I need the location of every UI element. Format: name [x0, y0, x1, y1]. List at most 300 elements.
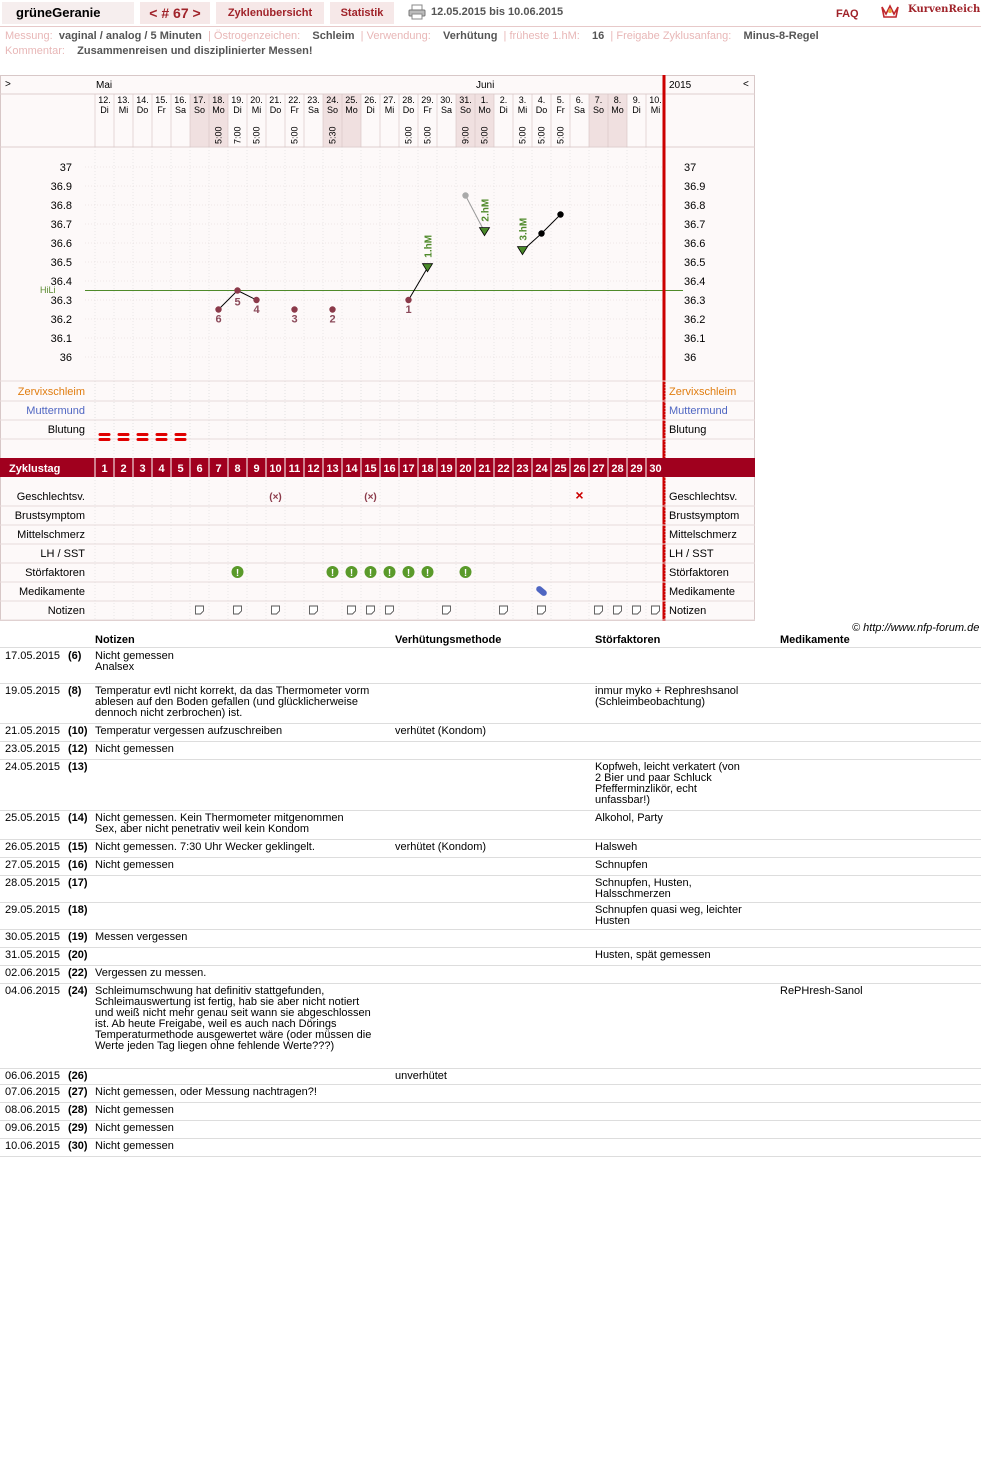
cycle-navigator[interactable]: < # 67 > [140, 2, 210, 24]
weekday-label: Do [535, 105, 548, 115]
weekday-label: So [326, 105, 339, 115]
row-disturbance: Halsweh [595, 841, 638, 853]
row-label-gv: Geschlechtsv. [16, 491, 85, 503]
weekday-label: Sa [440, 105, 453, 115]
high-measure-label: 3.hM [518, 217, 530, 241]
low-temp-point [291, 306, 297, 312]
table-row [0, 684, 981, 724]
weekday-label: Do [402, 105, 415, 115]
cycle-day-number: 25 [554, 463, 567, 475]
verwendung-label: Verwendung: [366, 30, 431, 42]
month-label-mai: Mai [96, 80, 113, 91]
table-row [0, 760, 981, 811]
cycle-overview-link[interactable]: Zyklenübersicht [216, 2, 324, 24]
y-tick-left: 36.4 [50, 276, 72, 288]
row-label-zervix: Zervixschleim [17, 386, 85, 398]
row-cycle-day: (26) [68, 1070, 88, 1082]
row-date: 07.06.2015 [5, 1086, 61, 1098]
header-medi: Medikamente [780, 634, 850, 646]
row-date: 29.05.2015 [5, 904, 61, 916]
y-tick-left: 37 [59, 162, 72, 174]
row-note: Nicht gemessen, oder Messung nachtragen?! [95, 1086, 317, 1098]
high-measure-label: 2.hM [480, 198, 492, 222]
date-label: 23. [307, 95, 320, 105]
row-cycle-day: (17) [68, 877, 88, 889]
weekday-label: Mo [611, 105, 624, 115]
weekday-label: Mi [650, 105, 661, 115]
y-tick-left: 36.7 [50, 219, 72, 231]
low-count-label: 1 [405, 304, 412, 316]
low-temp-point [405, 297, 411, 303]
temp-point [538, 230, 544, 236]
note-icon [538, 606, 546, 614]
table-row [0, 811, 981, 840]
coverline-label: HiLi [40, 285, 56, 295]
cycle-day-number: 23 [516, 463, 529, 475]
disturbance-icon-glyph: ! [425, 568, 430, 579]
date-label: 26. [364, 95, 377, 105]
cycle-day-number: 7 [215, 463, 222, 475]
top-navigation [0, 0, 981, 27]
row-cycle-day: (18) [68, 904, 88, 916]
header-stoer: Störfaktoren [595, 634, 661, 646]
y-tick-right: 36.6 [684, 238, 706, 250]
y-tick-right: 36.2 [684, 314, 706, 326]
row-date: 31.05.2015 [5, 949, 61, 961]
y-tick-left: 36 [59, 352, 72, 364]
disturbance-icon-glyph: ! [235, 568, 240, 579]
row-date: 25.05.2015 [5, 812, 61, 824]
row-date: 06.06.2015 [5, 1070, 61, 1082]
note-icon [386, 606, 394, 614]
row-label-right-zervix: Zervixschleim [669, 386, 737, 398]
note-icon [234, 606, 242, 614]
weekday-label: Di [233, 105, 242, 115]
weekday-label: Di [499, 105, 508, 115]
messung-value: vaginal / analog / 5 Minuten [58, 30, 202, 42]
weekday-label: Sa [573, 105, 586, 115]
row-cycle-day: (29) [68, 1122, 88, 1134]
row-label-brust: Brustsymptom [14, 510, 85, 522]
intercourse-mark: (×) [364, 492, 377, 503]
time-label: 5:00 [536, 126, 547, 144]
cycle-day-number: 18 [421, 463, 434, 475]
table-row [0, 1103, 981, 1121]
time-label: 5:00 [289, 126, 300, 144]
cycle-day-number: 2 [120, 463, 127, 475]
weekday-label: Sa [174, 105, 187, 115]
row-disturbance: inmur myko + Rephreshsanol (Schleimbeobachtung) [595, 685, 739, 708]
weekday-label: Fr [157, 105, 166, 115]
time-label: 5:00 [479, 126, 490, 144]
date-label: 13. [117, 95, 130, 105]
y-tick-left: 36.8 [50, 200, 72, 212]
cycle-day-number: 14 [345, 463, 358, 475]
y-tick-left: 36.9 [50, 181, 72, 193]
date-label: 9. [632, 95, 641, 105]
disturbance-icon-glyph: ! [463, 568, 468, 579]
month-label-juni: Juni [476, 80, 495, 91]
date-label: 29. [421, 95, 434, 105]
table-row [0, 930, 981, 948]
row-label-right-lh: LH / SST [669, 548, 714, 560]
user-name: grüneGeranie [2, 2, 134, 24]
table-row [0, 966, 981, 984]
date-label: 4. [537, 95, 546, 105]
row-label-right-medi: Medikamente [669, 586, 736, 598]
low-temp-point [329, 306, 335, 312]
row-note: Temperatur evtl nicht korrekt, da das Thermometer vorm ablesen auf den Boden gefallen (und glücklicherweise dennoch nicht zerbrochen) ist. [95, 685, 370, 719]
table-row [0, 742, 981, 760]
note-icon [633, 606, 641, 614]
y-tick-right: 36.8 [684, 200, 706, 212]
weekday-label: Mo [478, 105, 491, 115]
statistics-link[interactable]: Statistik [330, 2, 394, 24]
row-date: 24.05.2015 [5, 761, 61, 773]
date-label: 17. [193, 95, 206, 105]
header-methode: Verhütungsmethode [395, 634, 502, 646]
cycle-day-number: 15 [364, 463, 377, 475]
cycle-day-number: 27 [592, 463, 605, 475]
y-tick-right: 37 [684, 162, 697, 174]
weekday-label: Di [100, 105, 109, 115]
verwendung-value: Verhütung [443, 30, 498, 42]
time-label: 5:30 [327, 126, 338, 144]
cycle-day-number: 17 [402, 463, 415, 475]
y-tick-right: 36.7 [684, 219, 706, 231]
low-temp-point [234, 287, 240, 293]
freigabe-label: Freigabe Zyklusanfang: [616, 30, 732, 42]
oestrogen-label: Östrogenzeichen: [213, 30, 301, 42]
date-label: 31. [459, 95, 472, 105]
row-disturbance: Kopfweh, leicht verkatert (von 2 Bier und paar Schluck Pfefferminzlikör, echt unfassbar!) [595, 761, 740, 806]
y-tick-right: 36 [684, 352, 697, 364]
freigabe-value: Minus-8-Regel [743, 30, 819, 42]
weekday-label: So [459, 105, 472, 115]
low-count-label: 4 [253, 304, 260, 316]
table-row [0, 876, 981, 903]
weekday-label: Fr [556, 105, 565, 115]
weekday-label: So [592, 105, 605, 115]
weekday-label: Do [136, 105, 149, 115]
excluded-temp-point [462, 192, 468, 198]
note-icon [614, 606, 622, 614]
row-cycle-day: (24) [68, 985, 88, 997]
cycle-day-number: 11 [288, 463, 301, 475]
cycle-day-number: 24 [535, 463, 548, 475]
cycle-day-number: 5 [177, 463, 184, 475]
row-cycle-day: (22) [68, 967, 88, 979]
row-note: Nicht gemessen [95, 743, 174, 755]
note-icon [196, 606, 204, 614]
disturbance-icon-glyph: ! [368, 568, 373, 579]
y-tick-right: 36.1 [684, 333, 706, 345]
row-method: verhütet (Kondom) [395, 725, 487, 737]
cycle-day-number: 20 [459, 463, 472, 475]
date-label: 24. [326, 95, 339, 105]
time-label: 7:00 [232, 126, 243, 144]
table-row [0, 1085, 981, 1103]
row-cycle-day: (13) [68, 761, 88, 773]
y-tick-right: 36.5 [684, 257, 706, 269]
time-label: 5:00 [555, 126, 566, 144]
cycle-day-number: 12 [307, 463, 320, 475]
weekday-label: Mi [118, 105, 129, 115]
y-tick-right: 36.4 [684, 276, 706, 288]
date-range: 12.05.2015 bis 10.06.2015 [431, 6, 564, 18]
y-tick-left: 36.1 [50, 333, 72, 345]
bleeding-mark [99, 433, 111, 436]
note-icon [367, 606, 375, 614]
date-label: 12. [98, 95, 111, 105]
date-label: 10. [649, 95, 662, 105]
time-label: 9:00 [460, 126, 471, 144]
cycle-day-number: 8 [234, 463, 241, 475]
bleeding-mark [156, 438, 168, 441]
disturbance-icon-glyph: ! [406, 568, 411, 579]
time-label: 5:00 [251, 126, 262, 144]
table-row [0, 858, 981, 876]
cycle-chart [0, 75, 755, 621]
date-label: 16. [174, 95, 187, 105]
cycle-day-number: 29 [630, 463, 643, 475]
row-disturbance: Schnupfen, Husten, Halsschmerzen [595, 877, 692, 900]
row-note: Nicht gemessen. Kein Thermometer mitgenommen Sex, aber nicht penetrativ weil kein Kondom [95, 812, 344, 835]
prev-arrow: > [5, 79, 11, 90]
row-cycle-day: (14) [68, 812, 88, 824]
date-label: 1. [480, 95, 489, 105]
copyright: © http://www.nfp-forum.de [852, 622, 980, 634]
row-note: Nicht gemessen. 7:30 Uhr Wecker geklingelt. [95, 841, 315, 853]
row-label-right-mittel: Mittelschmerz [669, 529, 737, 541]
row-label-blutung: Blutung [47, 424, 85, 436]
date-label: 22. [288, 95, 301, 105]
temp-point [557, 211, 563, 217]
row-cycle-day: (30) [68, 1140, 88, 1152]
cycle-day-number: 26 [573, 463, 586, 475]
weekday-label: Di [632, 105, 641, 115]
row-disturbance: Husten, spät gemessen [595, 949, 711, 961]
y-tick-left: 36.2 [50, 314, 72, 326]
bleeding-mark [118, 438, 130, 441]
table-row [0, 649, 981, 684]
hm-value: 16 [592, 30, 605, 42]
row-note: Nicht gemessen [95, 1122, 174, 1134]
bleeding-mark [175, 433, 187, 436]
note-icon [272, 606, 280, 614]
low-count-label: 6 [215, 313, 222, 326]
y-tick-left: 36.5 [50, 257, 72, 269]
row-cycle-day: (15) [68, 841, 88, 853]
note-icon [310, 606, 318, 614]
faq-link[interactable]: FAQ [836, 8, 859, 20]
table-row [0, 1069, 981, 1085]
kommentar-value: Zusammenreisen und disziplinierter Messen! [77, 45, 313, 57]
date-label: 18. [212, 95, 225, 105]
row-disturbance: Alkohol, Party [595, 812, 663, 824]
cycle-day-number: 10 [269, 463, 282, 475]
row-date: 30.05.2015 [5, 931, 61, 943]
messung-label: Messung: [5, 30, 53, 42]
row-label-right-blutung: Blutung [669, 424, 707, 436]
y-tick-right: 36.9 [684, 181, 706, 193]
row-label-notizen: Notizen [47, 605, 85, 617]
date-label: 3. [518, 95, 527, 105]
row-method: verhütet (Kondom) [395, 841, 487, 853]
low-temp-point [215, 306, 221, 312]
cycle-day-number: 19 [440, 463, 453, 475]
date-label: 20. [250, 95, 263, 105]
note-icon [595, 606, 603, 614]
date-label: 2. [499, 95, 508, 105]
row-method: unverhütet [395, 1070, 447, 1082]
cycle-day-number: 28 [611, 463, 624, 475]
row-cycle-day: (19) [68, 931, 88, 943]
row-note: Nicht gemessen [95, 1140, 174, 1152]
row-cycle-day: (20) [68, 949, 88, 961]
printer-icon[interactable] [408, 4, 426, 20]
y-tick-left: 36.3 [50, 295, 72, 307]
table-row [0, 1139, 981, 1157]
notes-header [0, 633, 981, 648]
row-date: 28.05.2015 [5, 877, 61, 889]
chart-frame [1, 76, 755, 621]
weekday-label: Sa [307, 105, 320, 115]
weekday-label: Mi [517, 105, 528, 115]
measurement-info: Messung: vaginal / analog / 5 Minuten | Östrogenzeichen: Schleim | Verwendung: Verhütung | früheste 1.hM: 16 | Freigabe Zyklusanfang: Minus-8-Regel [5, 30, 819, 42]
table-row [0, 840, 981, 858]
row-date: 04.06.2015 [5, 985, 61, 997]
header-notizen: Notizen [95, 634, 135, 646]
weekday-label: Do [269, 105, 282, 115]
intercourse-mark: × [575, 487, 584, 503]
bleeding-mark [137, 438, 149, 441]
bleeding-mark [99, 438, 111, 441]
row-note: Temperatur vergessen aufzuschreiben [95, 725, 283, 737]
logo-text[interactable]: KurvenReich [908, 4, 981, 15]
disturbance-icon-glyph: ! [330, 568, 335, 579]
row-note: Schleimumschwung hat definitiv stattgefunden, Schleimauswertung ist fertig, hab sie aber nicht notiert und weiß nicht mehr genau seit wann sie abgeschlossen ist. Ab heute Freigabe, weil es auch nach Dörings Temperaturmethode ausgewertet wäre (oder müssen die Werte jeden Tag liegen ohne fehlende Werte???) [95, 985, 372, 1052]
cycle-day-number: 30 [649, 463, 662, 475]
row-label-lh: LH / SST [40, 548, 85, 560]
crown-logo-icon [880, 2, 900, 20]
date-label: 21. [269, 95, 282, 105]
row-date: 21.05.2015 [5, 725, 61, 737]
row-label-mittel: Mittelschmerz [17, 529, 85, 541]
row-disturbance: Schnupfen quasi weg, leichter Husten [595, 904, 742, 927]
row-label-medi: Medikamente [18, 586, 85, 598]
row-label-right-stoer: Störfaktoren [669, 567, 729, 579]
date-label: 28. [402, 95, 415, 105]
row-cycle-day: (6) [68, 650, 82, 662]
row-date: 10.06.2015 [5, 1140, 61, 1152]
cycle-day-number: 1 [101, 463, 108, 475]
row-note: Nicht gemessen [95, 1104, 174, 1116]
row-label-muttermund: Muttermund [26, 405, 85, 417]
hm-label: früheste 1.hM: [509, 30, 580, 42]
bleeding-mark [156, 433, 168, 436]
weekday-label: Mo [212, 105, 225, 115]
row-date: 17.05.2015 [5, 650, 61, 662]
row-cycle-day: (16) [68, 859, 88, 871]
date-label: 5. [556, 95, 565, 105]
low-count-label: 3 [291, 313, 298, 326]
kommentar-label: Kommentar: [5, 45, 65, 57]
date-label: 7. [594, 95, 603, 105]
row-label-right-brust: Brustsymptom [669, 510, 740, 522]
next-arrow: < [743, 79, 749, 90]
date-label: 27. [383, 95, 396, 105]
weekday-label: Fr [290, 105, 299, 115]
date-label: 8. [613, 95, 622, 105]
row-note: Messen vergessen [95, 931, 188, 943]
row-cycle-day: (28) [68, 1104, 88, 1116]
weekday-label: Fr [423, 105, 432, 115]
row-date: 26.05.2015 [5, 841, 61, 853]
table-row [0, 1121, 981, 1139]
date-label: 15. [155, 95, 168, 105]
date-label: 19. [231, 95, 244, 105]
note-icon [348, 606, 356, 614]
table-row [0, 724, 981, 742]
row-cycle-day: (27) [68, 1086, 88, 1098]
low-count-label: 5 [234, 296, 241, 309]
time-label: 5:00 [422, 126, 433, 144]
date-label: 6. [575, 95, 584, 105]
cycle-day-number: 13 [326, 463, 339, 475]
row-cycle-day: (8) [68, 685, 82, 697]
row-date: 23.05.2015 [5, 743, 61, 755]
row-date: 02.06.2015 [5, 967, 61, 979]
row-label-stoer: Störfaktoren [25, 567, 85, 579]
weekday-label: Mi [251, 105, 262, 115]
disturbance-icon-glyph: ! [349, 568, 354, 579]
high-measure-label: 1.hM [423, 234, 435, 258]
time-label: 5:00 [403, 126, 414, 144]
disturbance-icon-glyph: ! [387, 568, 392, 579]
comment-info [5, 45, 313, 57]
row-date: 27.05.2015 [5, 859, 61, 871]
row-date: 08.06.2015 [5, 1104, 61, 1116]
note-icon [652, 606, 660, 614]
row-note: Vergessen zu messen. [95, 967, 207, 979]
bleeding-mark [118, 433, 130, 436]
row-date: 19.05.2015 [5, 685, 61, 697]
row-label-right-muttermund: Muttermund [669, 405, 728, 417]
low-count-label: 2 [329, 313, 336, 326]
row-note: Nicht gemessen Analsex [95, 650, 174, 673]
row-date: 09.06.2015 [5, 1122, 61, 1134]
year-label: 2015 [669, 80, 692, 91]
table-row [0, 984, 981, 1069]
date-label: 30. [440, 95, 453, 105]
time-label: 5:00 [213, 126, 224, 144]
cycle-day-number: 21 [478, 463, 491, 475]
row-note: Nicht gemessen [95, 859, 174, 871]
y-tick-right: 36.3 [684, 295, 706, 307]
row-disturbance: Schnupfen [595, 859, 648, 871]
row-medication: RePHresh-Sanol [780, 985, 863, 997]
table-row [0, 903, 981, 930]
cycle-day-number: 22 [497, 463, 510, 475]
weekday-label: Di [366, 105, 375, 115]
y-tick-left: 36.6 [50, 238, 72, 250]
weekday-label: Mi [384, 105, 395, 115]
note-icon [443, 606, 451, 614]
cycle-day-number: 16 [383, 463, 396, 475]
intercourse-mark: (×) [269, 492, 282, 503]
cycle-day-number: 3 [139, 463, 146, 475]
